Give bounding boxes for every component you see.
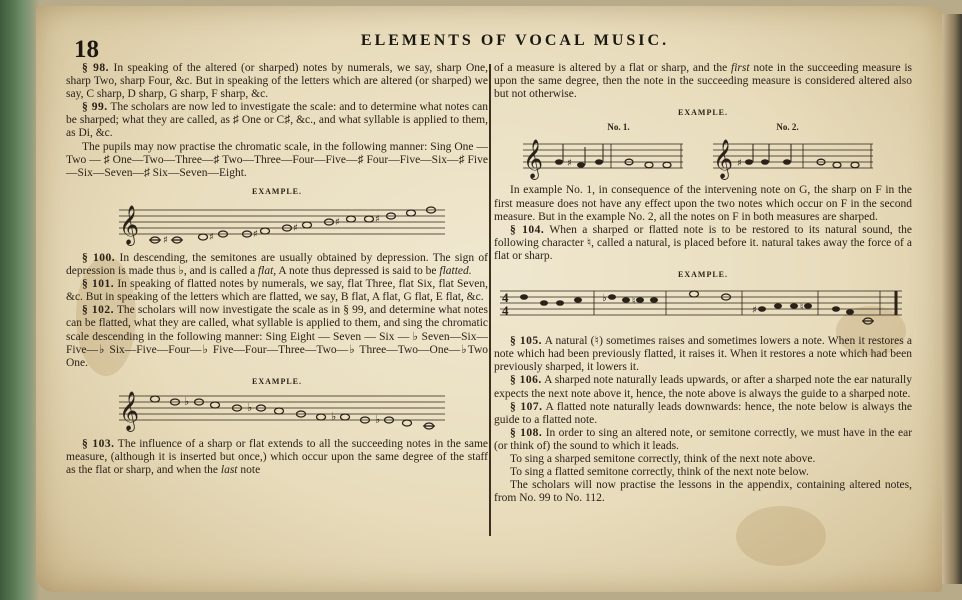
paragraph-text: To sing a sharped semitone correctly, think of the next note above. <box>510 452 816 465</box>
paragraph-99-practice <box>66 141 488 180</box>
svg-text:♭: ♭ <box>247 400 253 414</box>
paragraph-text: note <box>240 464 261 477</box>
italic-term: flatted. <box>439 265 472 278</box>
paragraph-text: In speaking of the altered (or sharped) notes by numerals, we say, sharp One, sharp Two, sharp Four, &c. But in speaking of the letters which are altered (or sharped) we say, C sharp, D sharp, G sharp, F sharp, &c. <box>66 62 489 101</box>
example-label: EXAMPLE. <box>252 376 302 386</box>
paragraph-text: A flatted note naturally leads downwards: hence, the note below is always the guide to a flatted note. <box>494 400 913 426</box>
section-mark: § 106. <box>510 374 542 387</box>
right-column <box>494 62 912 505</box>
left-column <box>66 62 488 477</box>
svg-text:♯: ♯ <box>375 213 380 225</box>
svg-text:♯: ♯ <box>163 234 168 246</box>
paragraph-98 <box>66 62 488 101</box>
svg-text:♯: ♯ <box>335 216 340 228</box>
paragraph-text: In descending, the semitones are usually obtained by depression. The sign of depression is made thus ♭, and is called a <box>66 251 488 278</box>
treble-clef-icon: 𝄞 <box>119 390 140 431</box>
treble-clef-icon: 𝄞 <box>523 139 544 180</box>
paragraph-99 <box>66 101 488 140</box>
example-label: EXAMPLE. <box>678 108 728 118</box>
paragraph-text: The scholars will now practise the lessons in the appendix, containing altered notes, from No. 99 to No. 112. <box>494 479 912 505</box>
svg-text:♭: ♭ <box>375 412 381 426</box>
italic-term: first <box>731 62 750 74</box>
example-label: EXAMPLE. <box>252 186 302 196</box>
section-mark: § 101. <box>82 278 115 291</box>
paragraph-text: To sing a flatted semitone correctly, think of the next note below. <box>510 466 809 479</box>
section-mark: § 105. <box>510 335 543 348</box>
paragraph-text: In order to sing an altered note, or semitone correctly, we must have in the ear (or think of) the sound to which it leads. <box>494 426 913 452</box>
running-head: ELEMENTS OF VOCAL MUSIC. <box>360 32 670 49</box>
svg-text:♯: ♯ <box>567 158 572 170</box>
section-mark: § 104. <box>510 223 545 236</box>
paragraph-108-sharp <box>494 453 912 466</box>
paragraph-text: The scholars will now investigate the scale as in § 99, and determine what notes can be flatted, what they are called, what syllable is applied to them, and sing the chromatic scale descending in the following manner: Sing Eight — Seven — Six — ♭ Seven—Six—Five—♭ Six—Five—Four—♭ Five—Four—Three—Two—♭ Three—Two—One—♭Two One. <box>66 304 489 369</box>
paragraph-101 <box>66 278 488 304</box>
svg-text:♯: ♯ <box>253 228 258 240</box>
example-label: EXAMPLE. <box>678 270 728 280</box>
paragraph-103 <box>66 438 488 477</box>
paragraph-102 <box>66 304 488 369</box>
section-mark: § 102. <box>82 304 114 317</box>
paragraph-text: The scholars are now led to investigate the scale: and to determine what notes can be sharped; what they are called, as ♯ One or C♯, &c., and what syllable is applied to them, as Di, &c. <box>66 101 489 140</box>
music-example-descending-chromatic <box>107 390 447 436</box>
svg-text:♯: ♯ <box>293 222 298 234</box>
italic-term: flat, <box>257 265 277 278</box>
paragraph-text: The influence of a sharp or flat extends to all the succeeding notes in the same measure, (although it is inserted but once,) which occur upon the same degree of the staff as the flat or sharp, and when the <box>66 437 488 477</box>
svg-text:♯: ♯ <box>737 158 742 170</box>
section-mark: § 103. <box>82 437 115 450</box>
paragraph-108-flat <box>494 466 912 479</box>
svg-text:♯: ♯ <box>752 305 757 317</box>
svg-text:♭: ♭ <box>602 293 607 305</box>
svg-text:♭: ♭ <box>184 394 190 408</box>
paragraph-106 <box>494 374 912 400</box>
paragraph-text: of a measure is altered by a flat or sharp, and the <box>494 62 728 74</box>
section-mark: § 98. <box>82 62 110 74</box>
page-number: 18 <box>74 36 99 63</box>
paragraph-103-explanation <box>494 184 912 223</box>
section-mark: § 108. <box>510 426 543 439</box>
paragraph-104 <box>494 224 912 263</box>
page-edge <box>942 14 962 584</box>
example-numbers <box>494 121 912 134</box>
paragraph-text: A note thus depressed is said to be <box>278 265 437 278</box>
svg-text:♮: ♮ <box>800 302 804 314</box>
example-no-1-label: No. 1. <box>607 122 630 133</box>
treble-clef-icon: 𝄞 <box>713 139 734 180</box>
example-no-2-label: No. 2. <box>776 122 799 133</box>
italic-term: last <box>220 464 238 477</box>
paragraph-text: A sharped note naturally leads upwards, or after a sharped note the ear naturally expects the next note above it, hence, the note above is always the guide to a sharped note. <box>494 374 912 400</box>
treble-clef-icon: 𝄞 <box>119 204 140 245</box>
paragraph-text: A natural (♮) sometimes raises and sometimes lowers a note. When it restores a note which had been previously flatted, it raises it. When it restores a note which had been previously sharped, it lowers it. <box>494 335 913 374</box>
paragraph-text: When a sharped or flatted note is to be restored to its natural sound, the following character ♮, called a natural, is placed before it. natural takes away the force of a flat or sharp. <box>494 223 913 262</box>
music-example-sharp-influence <box>503 136 903 182</box>
paragraph-text: In speaking of flatted notes by numerals, we say, flat Three, flat Six, flat Seven, &c. But in speaking of the letters which are flatted, we say, B flat, A flat, G flat, E flat, &c. <box>66 278 489 304</box>
column-divider <box>489 64 491 536</box>
music-example-ascending-chromatic <box>107 200 447 250</box>
svg-text:♯: ♯ <box>209 231 214 243</box>
paragraph-107 <box>494 401 912 427</box>
svg-text:♮: ♮ <box>632 296 636 308</box>
paragraph-100 <box>66 252 488 278</box>
music-example-natural-sign <box>498 283 908 333</box>
svg-text:♭: ♭ <box>331 409 337 423</box>
paragraph-text: In example No. 1, in consequence of the intervening note on G, the sharp on F in the first measure does not have any effect upon the two notes which occur on F in the second measure. But in the example No. 2, all the notes on F in both measures are sharped. <box>494 184 912 223</box>
section-mark: § 107. <box>510 400 543 413</box>
time-signature-top: 4 <box>502 290 509 306</box>
section-mark: § 100. <box>82 251 116 264</box>
paragraph-108 <box>494 427 912 453</box>
section-mark: § 99. <box>82 101 108 114</box>
paragraph-103-continued <box>494 62 912 101</box>
time-signature-bottom: 4 <box>502 303 509 319</box>
paragraph-text: The pupils may now practise the chromatic scale, in the following manner: Sing One — Two — ♯ One—Two—Three—♯ Two—Three—Four—Five—♯ Four—Five—Six—♯ Five—Six—Seven—♯ Six—Seven—Eight. <box>66 140 488 179</box>
paragraph-105 <box>494 335 912 374</box>
paragraph-text: note in the succeeding measure is upon the same degree, then the note in the succeeding measure is considered altered also but not otherwise. <box>494 62 912 101</box>
paragraph-108-practice <box>494 479 912 505</box>
